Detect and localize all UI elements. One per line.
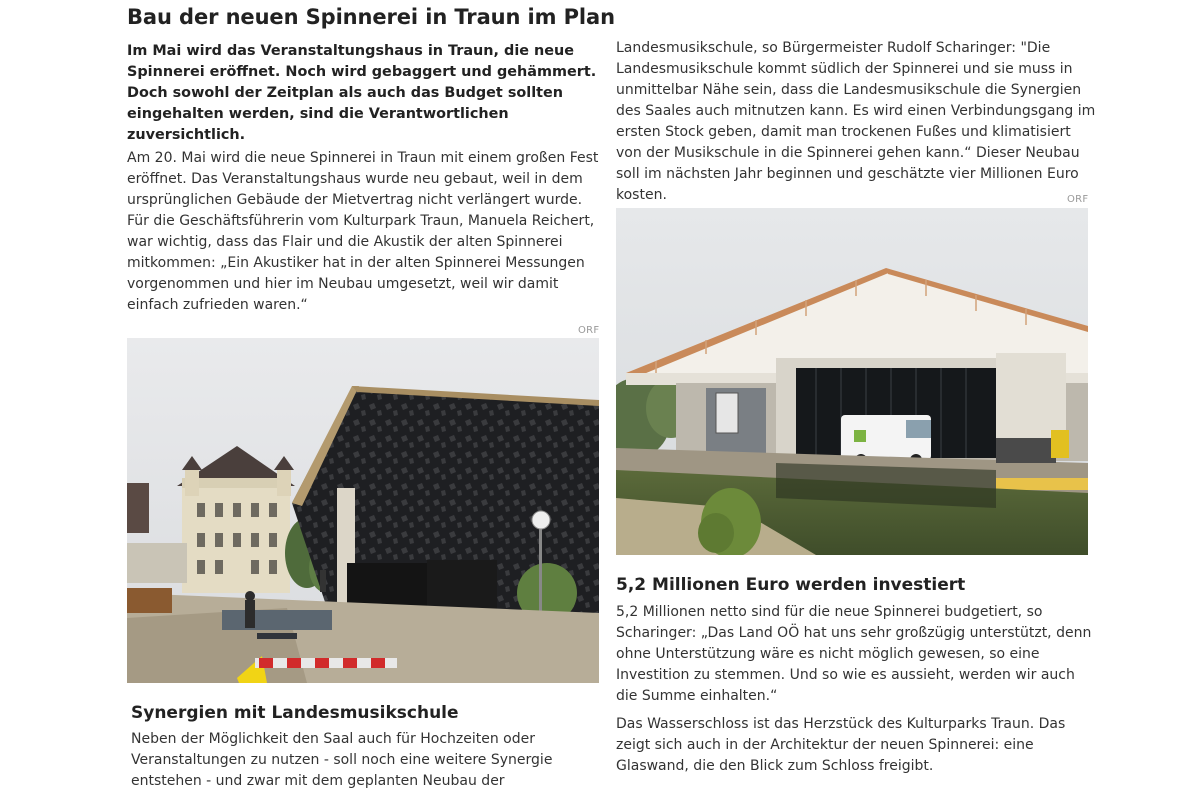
construction-photo-1 (127, 338, 599, 683)
paragraph-synergien: Neben der Möglichkeit den Saal auch für Hochzeiten oder Veranstaltungen zu nutzen - soll noch eine weitere Synergie entstehen - und zwar mit dem geplanten Neubau der (131, 731, 553, 789)
photo-credit-1: ORF (578, 325, 600, 336)
section-heading-synergien: Synergien mit Landesmusikschule (131, 703, 459, 723)
paragraph-investment: 5,2 Millionen netto sind für die neue Spinnerei budgetiert, so Scharinger: „Das Land OÖ hat uns sehr großzügig unterstützt, denn ohne Unterstützung wäre es nicht möglich gewesen, so eine Investition zu stemmen. Und so wie es aussieht, werden wir auch die Summe einhalten.“ (616, 604, 1092, 704)
section-heading-investment: 5,2 Millionen Euro werden investiert (616, 575, 966, 595)
construction-photo-2 (616, 208, 1088, 555)
paragraph-wasserschloss: Das Wasserschloss ist das Herzstück des Kulturparks Traun. Das zeigt sich auch in der Architektur der neuen Spinnerei: eine Glaswand, die den Blick zum Schloss freigibt. (616, 716, 1066, 774)
paragraph-landesmusikschule: Landesmusikschule, so Bürgermeister Rudolf Scharinger: "Die Landesmusikschule kommt südlich der Spinnerei und sie muss in unmittelbar Nähe sein, dass die Landesmusikschule die Synergien des Saales auch mitnutzen kann. Es wird einen Verbindungsgang im ersten Stock geben, damit man trockenen Fußes und klimatisiert von der Musikschule in die Spinnerei gehen kann.“ Dieser Neubau soll im nächsten Jahr beginnen und geschätzte vier Millionen Euro kosten. (616, 40, 1096, 203)
article-title: Bau der neuen Spinnerei in Traun im Plan (127, 5, 615, 29)
paragraph-1: Am 20. Mai wird die neue Spinnerei in Traun mit einem großen Fest eröffnet. Das Veranstaltungshaus wurde neu gebaut, weil in dem ursprünglichen Gebäude der Mietvertrag nicht verlängert wurde. Für die Geschäftsführerin vom Kulturpark Traun, Manuela Reichert, war wichtig, dass das Flair und die Akustik der alten Spinnerei mitkommen: „Ein Akustiker hat in der alten Spinnerei Messungen vorgenommen und hier im Neubau umgesetzt, weil wir damit einfach zufrieden waren.“ (127, 150, 599, 313)
photo-credit-2: ORF (1067, 194, 1089, 205)
article-lead: Im Mai wird das Veranstaltungshaus in Traun, die neue Spinnerei eröffnet. Noch wird gebaggert und gehämmert. Doch sowohl der Zeitplan als auch das Budget sollten eingehalten werden, sind die Verantwortlichen zuversichtlich. (127, 43, 597, 143)
